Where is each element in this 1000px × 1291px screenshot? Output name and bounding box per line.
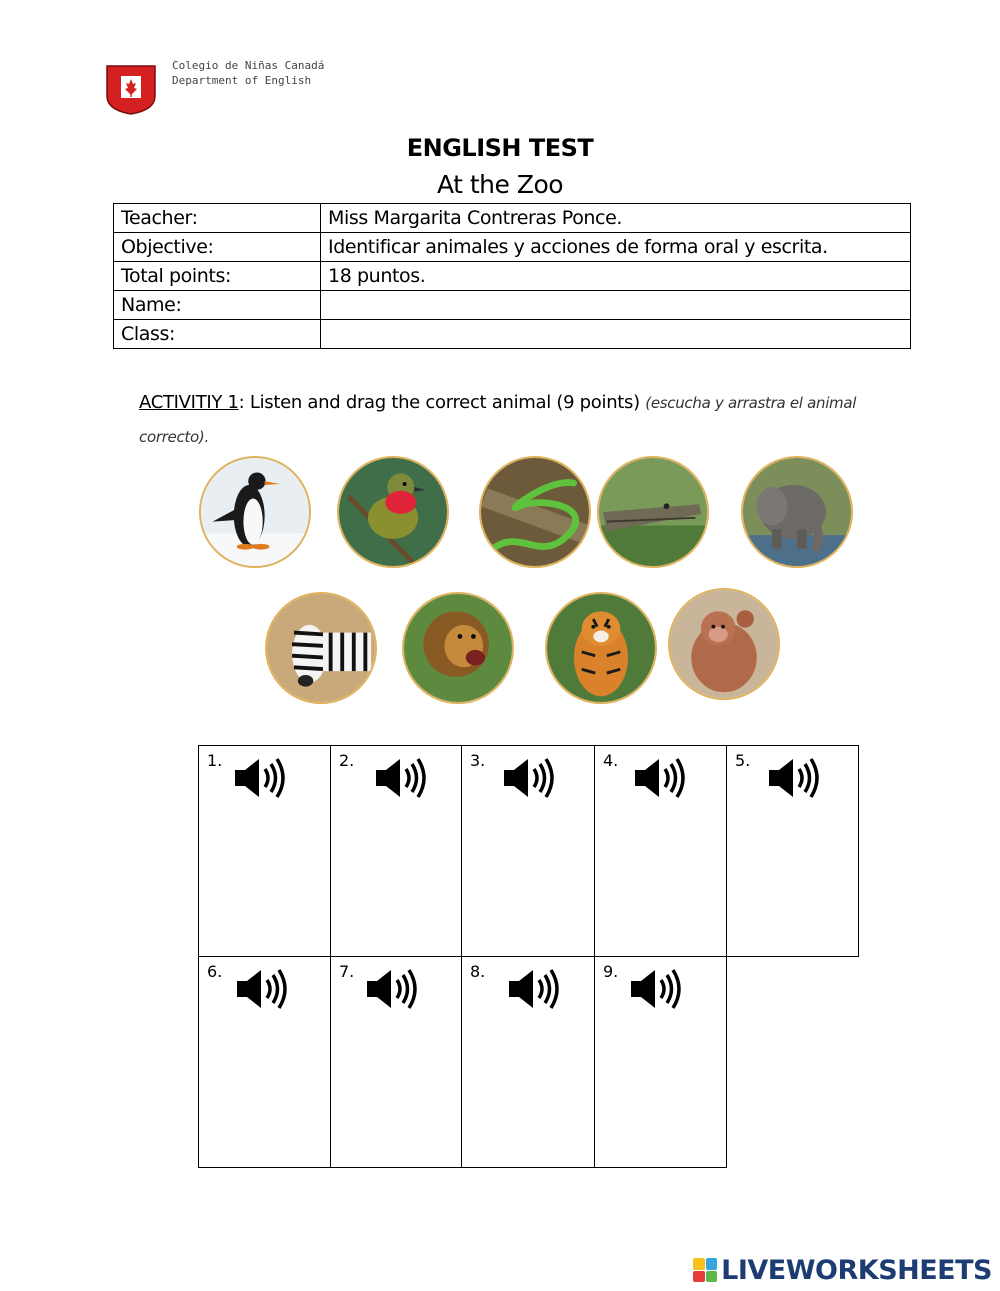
drop-zone-4[interactable]	[594, 745, 727, 957]
slot-number: 7.	[339, 962, 355, 981]
department-name: Department of English	[172, 74, 312, 87]
drop-zone-9[interactable]	[594, 956, 727, 1168]
animal-monkey[interactable]	[668, 588, 780, 700]
drop-zone-6[interactable]	[198, 956, 331, 1168]
info-table	[113, 203, 911, 349]
info-label: Objective:	[114, 233, 321, 262]
liveworksheets-logo-icon	[693, 1258, 717, 1282]
activity-label: ACTIVITIY 1	[139, 392, 239, 413]
slot-number: 5.	[735, 751, 751, 770]
speaker-icon[interactable]	[233, 756, 287, 800]
brand-name: LIVEWORKSHEETS	[721, 1254, 992, 1286]
slot-number: 9.	[603, 962, 619, 981]
speaker-icon[interactable]	[235, 967, 289, 1011]
animal-tiger[interactable]	[545, 592, 657, 704]
activity-separator: :	[238, 392, 245, 413]
page-title: ENGLISH TEST	[406, 134, 594, 162]
drop-zone-7[interactable]	[330, 956, 462, 1168]
drop-zone-1[interactable]	[198, 745, 331, 957]
class-field[interactable]	[321, 320, 911, 349]
liveworksheets-brand[interactable]	[693, 1253, 992, 1287]
info-value: 18 puntos.	[321, 262, 911, 291]
slot-number: 1.	[207, 751, 223, 770]
speaker-icon[interactable]	[507, 967, 561, 1011]
info-row-points	[114, 262, 911, 291]
animal-penguin[interactable]	[199, 456, 311, 568]
animal-elephant[interactable]	[741, 456, 853, 568]
animal-bird[interactable]	[337, 456, 449, 568]
info-row-objective	[114, 233, 911, 262]
animal-lion[interactable]	[402, 592, 514, 704]
animal-zebra[interactable]	[265, 592, 377, 704]
slot-number: 6.	[207, 962, 223, 981]
animal-snake[interactable]	[479, 456, 591, 568]
info-row-name	[114, 291, 911, 320]
speaker-icon[interactable]	[633, 756, 687, 800]
school-header	[172, 58, 324, 88]
speaker-icon[interactable]	[629, 967, 683, 1011]
slot-number: 4.	[603, 751, 619, 770]
page-subtitle: At the Zoo	[436, 170, 564, 199]
info-row-class	[114, 320, 911, 349]
info-value: Identificar animales y acciones de forma oral y escrita.	[321, 233, 911, 262]
drop-zone-2[interactable]	[330, 745, 462, 957]
activity-instruction	[139, 386, 869, 454]
drop-zone-8[interactable]	[461, 956, 595, 1168]
name-field[interactable]	[321, 291, 911, 320]
info-label: Name:	[114, 291, 321, 320]
speaker-icon[interactable]	[374, 756, 428, 800]
school-logo	[103, 62, 159, 116]
speaker-icon[interactable]	[365, 967, 419, 1011]
speaker-icon[interactable]	[502, 756, 556, 800]
info-label: Class:	[114, 320, 321, 349]
info-label: Total points:	[114, 262, 321, 291]
drop-zone-5[interactable]	[726, 745, 859, 957]
activity-translation: (escucha y arrastra el animal correcto).	[139, 394, 857, 446]
drop-zone-3[interactable]	[461, 745, 595, 957]
slot-number: 3.	[470, 751, 486, 770]
info-value: Miss Margarita Contreras Ponce.	[321, 204, 911, 233]
activity-text: Listen and drag the correct animal (9 points)	[244, 392, 646, 413]
slot-number: 2.	[339, 751, 355, 770]
speaker-icon[interactable]	[767, 756, 821, 800]
info-label: Teacher:	[114, 204, 321, 233]
animal-crocodile[interactable]	[597, 456, 709, 568]
slot-number: 8.	[470, 962, 486, 981]
info-row-teacher	[114, 204, 911, 233]
school-name: Colegio de Niñas Canadá	[172, 59, 325, 72]
